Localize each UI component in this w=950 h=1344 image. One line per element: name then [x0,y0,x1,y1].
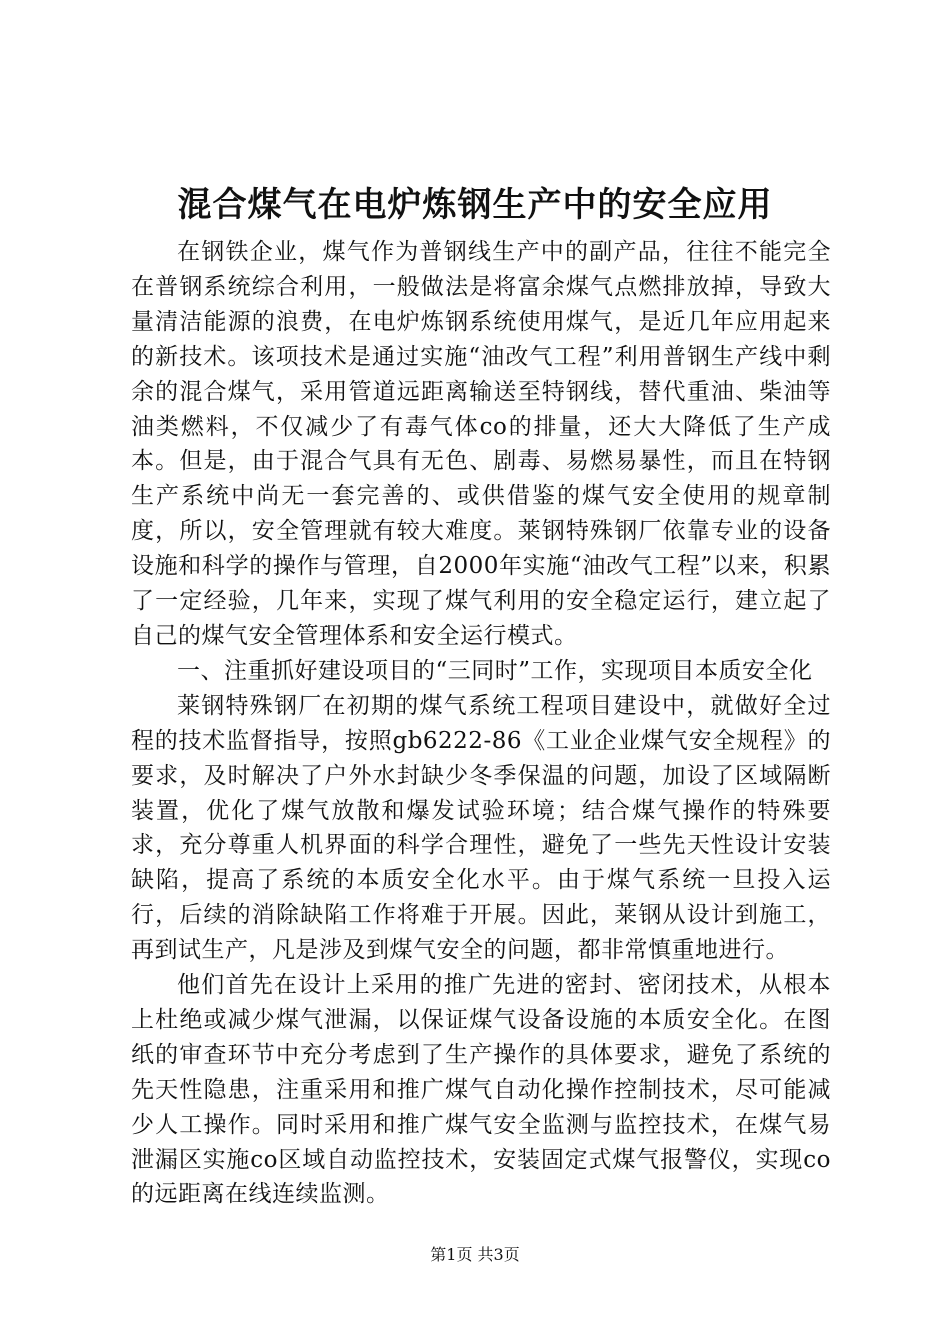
body-paragraph: 莱钢特殊钢厂在初期的煤气系统工程项目建设中，就做好全过程的技术监督指导，按照gb6222-86《工业企业煤气安全规程》的要求，及时解决了户外水封缺少冬季保温的问题，加设了区域隔断装置，优化了煤气放散和爆发试验环境；结合煤气操作的特殊要求，充分尊重人机界面的科学合理性，避免了一些先天性设计安装缺陷，提高了系统的本质安全化水平。由于煤气系统一旦投入运行，后续的消除缺陷工作将难于开展。因此，莱钢从设计到施工，再到试生产，凡是涉及到煤气安全的问题，都非常慎重地进行。 [131,692,831,964]
body-paragraph: 他们首先在设计上采用的推广先进的密封、密闭技术，从根本上杜绝或减少煤气泄漏，以保证煤气设备设施的本质安全化。在图纸的审查环节中充分考虑到了生产操作的具体要求，避免了系统的先天性隐患，注重采用和推广煤气自动化操作控制技术，尽可能减少人工操作。同时采用和推广煤气安全监测与监控技术，在煤气易泄漏区实施co区域自动监控技术，安装固定式煤气报警仪，实现co的远距离在线连续监测。 [131,972,831,1208]
document-body [131,235,831,1212]
intro-paragraph: 在钢铁企业，煤气作为普钢线生产中的副产品，往往不能完全在普钢系统综合利用，一般做法是将富余煤气点燃排放掉，导致大量清洁能源的浪费，在电炉炼钢系统使用煤气，是近几年应用起来的新技术。该项技术是通过实施“油改气工程”利用普钢生产线中剩余的混合煤气，采用管道远距离输送至特钢线，替代重油、柴油等油类燃料，不仅减少了有毒气体co的排量，还大大降低了生产成本。但是，由于混合气具有无色、剧毒、易燃易暴性，而且在特钢生产系统中尚无一套完善的、或供借鉴的煤气安全使用的规章制度，所以，安全管理就有较大难度。莱钢特殊钢厂依靠专业的设备设施和科学的操作与管理，自2000年实施“油改气工程”以来，积累了一定经验，几年来，实现了煤气利用的安全稳定运行，建立起了自己的煤气安全管理体系和安全运行模式。 [131,239,831,649]
section-heading-1: 一、注重抓好建设项目的“三同时”工作，实现项目本质安全化 [177,657,813,684]
document-title: 混合煤气在电炉炼钢生产中的安全应用 [177,185,773,225]
page-number: 第1页 共3页 [430,1245,520,1264]
